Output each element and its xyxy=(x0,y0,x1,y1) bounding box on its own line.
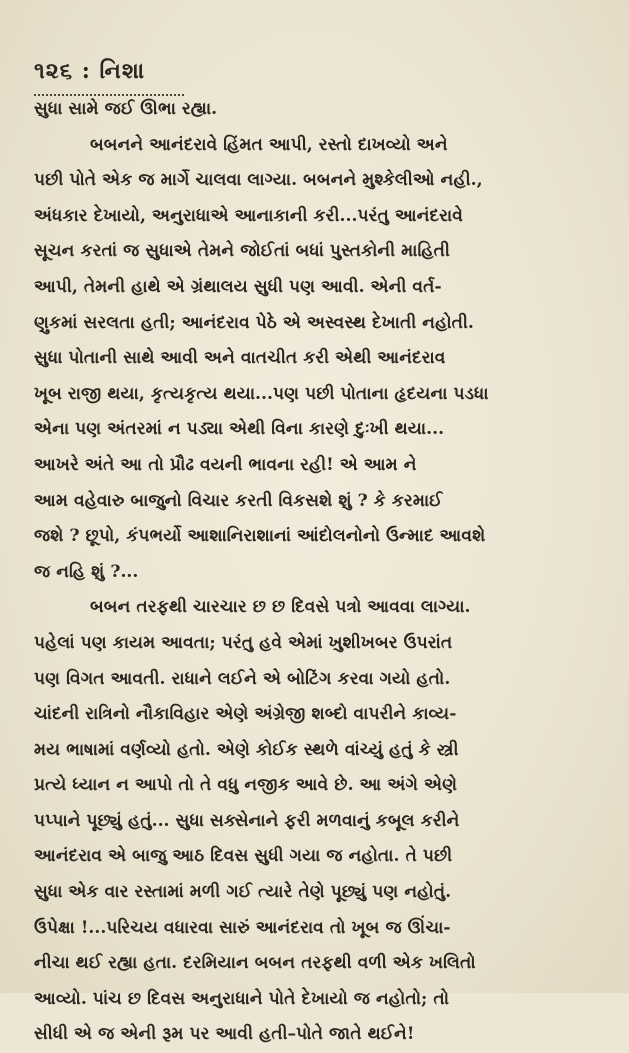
page-number: ૧૨૬ xyxy=(34,58,74,84)
text-line: પછી પોતે એક જ માર્ગે ચાલવા લાગ્યા. બબનને મુશ્કેલીઓ નહી., xyxy=(34,170,483,191)
text-line: આપી, તેમની હાથે એ ગ્રંથાલય સુધી પણ આવી. એની વર્ત- xyxy=(34,276,442,297)
text-line: જશે ? છૂપો, કંપભર્યો આશાનિરાશાનાં આંદોલનોનો ઉન્માદ આવશે xyxy=(34,526,486,547)
text-line: પ્રત્યે ધ્યાન ન આપો તો તે વધુ નજીક આવે છે. આ અંગે એણે xyxy=(34,775,458,796)
text-line: સુધા એક વાર રસ્તામાં મળી ગઈ ત્યારે તેણે પૂછ્યું પણ નહોતું. xyxy=(34,882,452,903)
body-text xyxy=(34,92,602,1053)
text-line: પણ વિગત આવતી. રાધાને લઈને એ બોટિંગ કરવા ગયો હતો. xyxy=(34,668,451,689)
paragraph xyxy=(34,92,602,128)
text-line: સુધા સામે જઈ ઊભા રહ્યા. xyxy=(34,99,218,119)
text-line: સૂચન કરતાં જ સુધાએ તેમને જોઈતાં બધાં પુસ્તકોની માહિતી xyxy=(34,241,450,262)
text-line: નીચા થઈ રહ્યા હતા. દરમિયાન બબન તરફથી વળી એક ખલિતો xyxy=(34,953,476,974)
paragraph xyxy=(34,590,602,1053)
text-line: પહેલાં પણ કાયમ આવતા; પરંતુ હવે એમાં ખુશીખબર ઉપરાંત xyxy=(34,632,453,653)
text-line: સીધી એ જ એની રૂમ પર આવી હતી–પોતે જાતે થઈને! xyxy=(34,1024,415,1045)
text-line: ખૂબ રાજી થયા, કૃત્યકૃત્ય થયા...પણ પછી પોતાના હૃદયના પડધા xyxy=(34,383,489,404)
text-line: આવ્યો. પાંચ છ દિવસ અનુરાધાને પોતે દેખાયો જ નહોતો; તો xyxy=(34,988,450,1009)
text-line: એના પણ અંતરમાં ન પડ્યા એથી વિના કારણે દુઃખી થયા... xyxy=(34,419,445,440)
chapter-title: નિશા xyxy=(99,58,146,84)
text-line: આખરે અંતે આ તો પ્રૌઢ વયની ભાવના રહી! એ આમ ને xyxy=(34,454,417,475)
paragraph xyxy=(34,128,602,591)
text-line: ણુકમાં સરલતા હતી; આનંદરાવ પેઠે એ અસ્વસ્થ દેખાતી નહોતી. xyxy=(34,312,474,333)
text-line: ચાંદની રાત્રિનો નૌકાવિહાર એણે અંગ્રેજી શબ્દો વાપરીને કાવ્ય- xyxy=(34,704,457,725)
page-header xyxy=(34,58,145,84)
text-line: આનંદરાવ એ બાજુ આઠ દિવસ સુધી ગયા જ નહોતા. તે પછી xyxy=(34,846,453,867)
text-line: અંધકાર દેખાયો, અનુરાધાએ આનાકાની કરી...પરંતુ આનંદરાવે xyxy=(34,205,463,226)
text-line: આમ વહેવારુ બાજુનો વિચાર કરતી વિકસશે શું ? કે કરમાઈ xyxy=(34,490,443,511)
text-line: જ નહિ શું ?... xyxy=(34,561,139,582)
header-separator: : xyxy=(81,58,91,84)
text-line: પપ્પાને પૂછ્યું હતું... સુધા સક્સેનાને ફરી મળવાનું કબૂલ કરીને xyxy=(34,810,460,831)
text-line: ઉપેક્ષા !...પરિચય વધારવા સારું આનંદરાવ તો ખૂબ જ ઊંચા- xyxy=(34,917,451,938)
text-line: બબન તરફથી ચારચાર છ છ દિવસે પત્રો આવવા લાગ્યા. xyxy=(90,597,471,618)
text-line: મય ભાષામાં વર્ણવ્યો હતો. એણે કોઈક સ્થળે વાંચ્યું હતું કે સ્ત્રી xyxy=(34,739,459,760)
text-line: સુધા પોતાની સાથે આવી અને વાતચીત કરી એથી આનંદરાવ xyxy=(34,348,446,369)
text-line: બબનને આનંદરાવે હિંમત આપી, રસ્તો દાખવ્યો અને xyxy=(90,134,448,155)
